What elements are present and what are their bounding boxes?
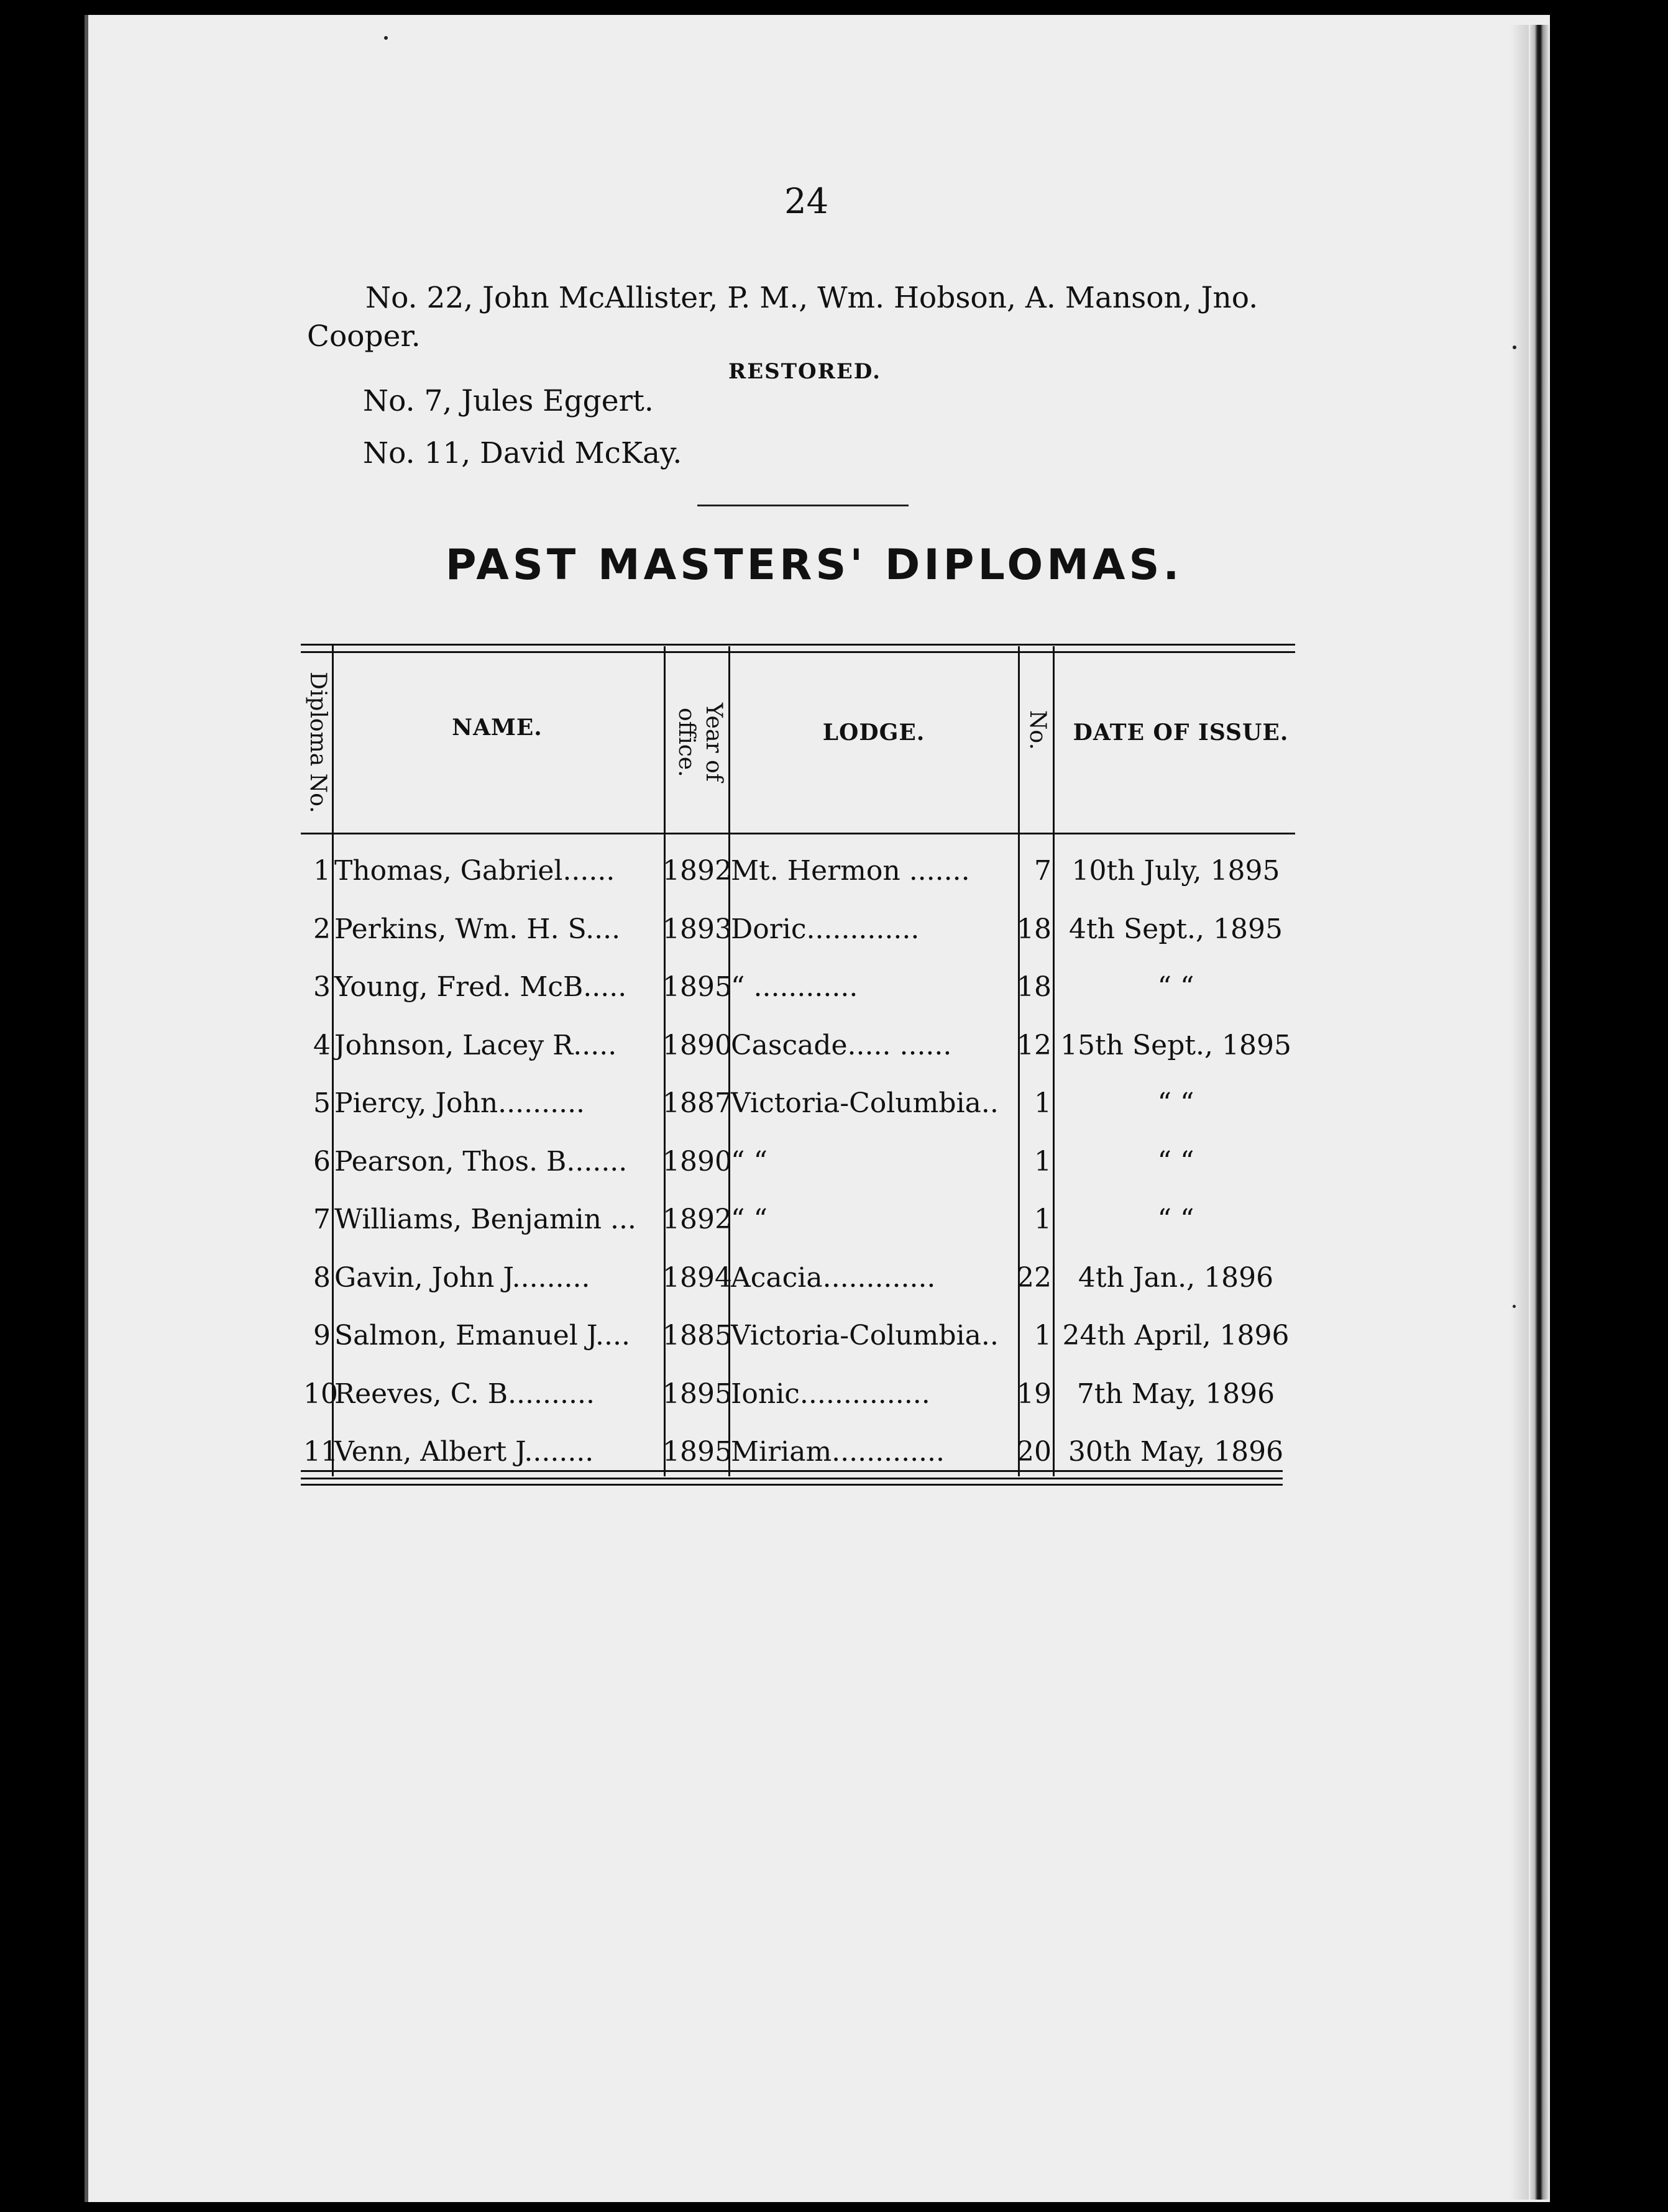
header-name: NAME.	[452, 715, 543, 741]
scan-speck	[1513, 345, 1516, 349]
cell-year: 1895	[662, 1378, 732, 1410]
cell-year: 1890	[662, 1145, 732, 1177]
cell-lodge: Victoria-Columbia..	[731, 1087, 999, 1119]
cell-year: 1894	[662, 1261, 732, 1294]
restored-label: RESTORED.	[728, 359, 881, 384]
cell-lodge: “ “	[731, 1204, 768, 1235]
col-divider-1	[332, 644, 334, 1476]
cell-lodge-no: 19	[1017, 1378, 1052, 1410]
intro-line-1: No. 22, John McAllister, P. M., Wm. Hobson, A. Manson, Jno.	[365, 281, 1258, 315]
cell-name: Williams, Benjamin ...	[334, 1204, 636, 1235]
cell-lodge: Acacia.............	[731, 1261, 936, 1294]
cell-lodge: Victoria-Columbia..	[731, 1320, 999, 1351]
cell-lodge-no: 18	[1017, 913, 1052, 945]
col-divider-5	[1053, 646, 1055, 1476]
cell-date: 4th Jan., 1896	[1078, 1261, 1274, 1294]
cell-year: 1887	[662, 1087, 732, 1119]
book-spine	[1530, 25, 1549, 2200]
table-top-rule	[301, 644, 1295, 646]
cell-diploma-no: 7	[313, 1204, 331, 1235]
cell-lodge-no: 1	[1034, 1145, 1052, 1177]
table-bottom-rule	[301, 1470, 1283, 1472]
cell-date: “ “	[1157, 1087, 1194, 1119]
header-lodge: LODGE.	[822, 720, 925, 746]
spine-shadow	[1510, 25, 1529, 2200]
cell-lodge: Ionic...............	[731, 1378, 930, 1410]
header-date-of-issue: DATE OF ISSUE.	[1073, 720, 1289, 746]
cell-name: Gavin, John J.........	[334, 1261, 590, 1294]
cell-name: Venn, Albert J........	[334, 1436, 594, 1468]
cell-year: 1895	[662, 971, 732, 1003]
cell-date: 30th May, 1896	[1068, 1436, 1284, 1468]
cell-date: 15th Sept., 1895	[1060, 1029, 1291, 1061]
cell-lodge: “ ............	[731, 971, 858, 1003]
cell-year: 1893	[662, 913, 732, 945]
cell-date: 7th May, 1896	[1076, 1378, 1275, 1410]
cell-diploma-no: 1	[313, 855, 331, 887]
cell-year: 1892	[662, 1204, 732, 1235]
cell-diploma-no: 3	[313, 971, 331, 1003]
cell-diploma-no: 5	[313, 1087, 331, 1119]
section-heading: PAST MASTERS' DIPLOMAS.	[445, 541, 1183, 590]
cell-name: Reeves, C. B..........	[334, 1378, 595, 1410]
cell-name: Piercy, John..........	[334, 1087, 585, 1119]
cell-date: “ “	[1157, 1145, 1194, 1177]
cell-date: 10th July, 1895	[1071, 855, 1280, 887]
header-bottom-rule	[301, 833, 1295, 834]
cell-lodge-no: 20	[1017, 1436, 1052, 1468]
cell-diploma-no: 2	[313, 913, 331, 945]
col-divider-3	[728, 646, 730, 1476]
cell-name: Thomas, Gabriel......	[334, 855, 615, 887]
cell-name: Salmon, Emanuel J....	[334, 1320, 630, 1351]
col-divider-4	[1018, 646, 1020, 1476]
cell-lodge-no: 18	[1017, 971, 1052, 1003]
cell-date: 4th Sept., 1895	[1069, 913, 1283, 945]
cell-diploma-no: 10	[303, 1378, 338, 1410]
cell-lodge-no: 1	[1034, 1204, 1052, 1235]
cell-diploma-no: 11	[303, 1436, 338, 1468]
cell-lodge-no: 1	[1034, 1320, 1052, 1351]
cell-lodge: Cascade..... ......	[731, 1029, 952, 1061]
intro-line-2: Cooper.	[307, 319, 421, 354]
cell-name: Johnson, Lacey R.....	[334, 1029, 617, 1061]
cell-date: “ “	[1157, 971, 1194, 1003]
cell-name: Perkins, Wm. H. S....	[334, 913, 621, 945]
cell-lodge: Mt. Hermon .......	[731, 855, 970, 887]
table-bottom-rule-3	[301, 1484, 1283, 1486]
cell-lodge: Miriam.............	[731, 1436, 945, 1468]
header-year-of-office: Year of office.	[674, 703, 726, 782]
restored-item-1: No. 7, Jules Eggert.	[363, 384, 654, 418]
cell-diploma-no: 9	[313, 1320, 331, 1351]
page-number: 24	[784, 181, 829, 222]
cell-lodge-no: 22	[1017, 1261, 1052, 1294]
cell-year: 1895	[662, 1436, 732, 1468]
scan-speck	[384, 36, 388, 40]
cell-name: Young, Fred. McB.....	[334, 971, 627, 1003]
section-divider	[697, 505, 909, 506]
table-bottom-rule-2	[301, 1478, 1283, 1479]
cell-date: “ “	[1157, 1204, 1194, 1235]
table-top-rule-2	[301, 651, 1295, 653]
cell-diploma-no: 6	[313, 1145, 331, 1177]
cell-year: 1890	[662, 1029, 732, 1061]
cell-diploma-no: 8	[313, 1261, 331, 1294]
cell-year: 1885	[662, 1320, 732, 1351]
scan-speck	[1513, 1305, 1516, 1308]
cell-year: 1892	[662, 855, 732, 887]
cell-lodge-no: 7	[1034, 855, 1052, 887]
header-lodge-no: No.	[1025, 710, 1050, 750]
cell-lodge-no: 1	[1034, 1087, 1052, 1119]
col-divider-2	[664, 646, 666, 1476]
cell-lodge-no: 12	[1017, 1029, 1052, 1061]
cell-lodge: Doric.............	[731, 913, 920, 945]
header-diploma-no: Diploma No.	[305, 672, 331, 813]
cell-date: 24th April, 1896	[1062, 1320, 1290, 1351]
restored-item-2: No. 11, David McKay.	[363, 436, 682, 470]
cell-lodge: “ “	[731, 1145, 768, 1177]
cell-diploma-no: 4	[313, 1029, 331, 1061]
cell-name: Pearson, Thos. B.......	[334, 1145, 628, 1177]
